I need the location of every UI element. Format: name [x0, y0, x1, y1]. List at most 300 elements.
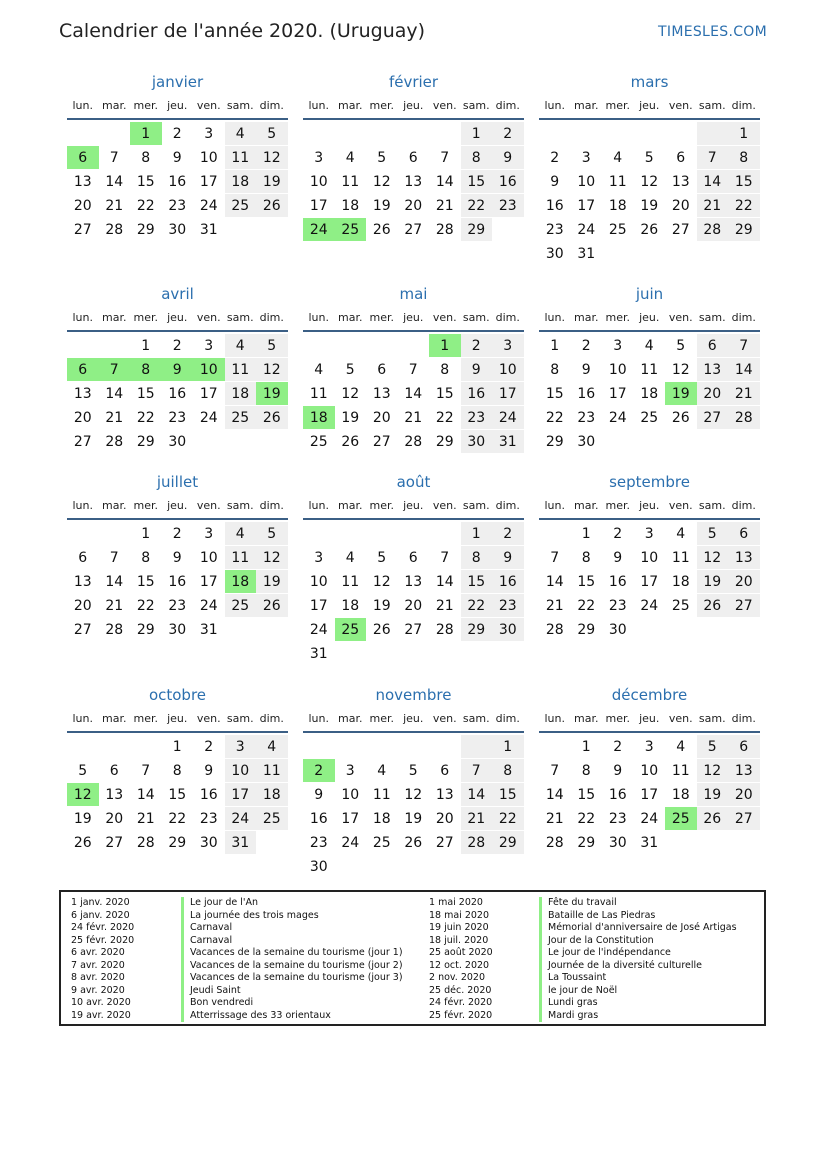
- day-cell: 24: [571, 218, 603, 242]
- weekday-label: ven.: [432, 499, 457, 512]
- empty-day-cell: [335, 855, 367, 879]
- month-calendar: [539, 72, 760, 266]
- day-cell: 29: [130, 618, 162, 642]
- day-cell: 25: [602, 218, 634, 242]
- day-cell: 7: [429, 546, 461, 570]
- weekday-label: lun.: [544, 99, 565, 112]
- day-cell: 13: [665, 170, 697, 194]
- day-cell: 29: [130, 430, 162, 454]
- day-cell: 29: [461, 618, 493, 642]
- day-cell: 1: [162, 735, 194, 759]
- day-cell: 18: [303, 406, 335, 430]
- day-cell: 3: [602, 334, 634, 358]
- day-cell: 24: [335, 831, 367, 855]
- day-cell: 23: [162, 194, 194, 218]
- weekday-label: lun.: [308, 499, 329, 512]
- weekday-header: [539, 308, 760, 332]
- day-cell: 17: [571, 194, 603, 218]
- day-cell: 26: [366, 218, 398, 242]
- day-cell: 16: [571, 382, 603, 406]
- weekday-header: [539, 709, 760, 733]
- day-cell: 3: [303, 546, 335, 570]
- day-cell: 25: [366, 831, 398, 855]
- day-cell: 19: [256, 170, 288, 194]
- weekday-label: ven.: [196, 311, 221, 324]
- weekday-label: lun.: [72, 499, 93, 512]
- day-cell: 25: [634, 406, 666, 430]
- day-cell: 15: [130, 382, 162, 406]
- weekday-label: lun.: [544, 499, 565, 512]
- day-cell: 24: [303, 618, 335, 642]
- weekday-label: dim.: [495, 311, 520, 324]
- day-cell: 2: [162, 334, 194, 358]
- day-cell: 24: [634, 807, 666, 831]
- weekday-header: [303, 308, 524, 332]
- day-cell: 1: [130, 522, 162, 546]
- day-cell: 11: [366, 783, 398, 807]
- day-cell: 8: [571, 546, 603, 570]
- day-cell: 30: [539, 242, 571, 266]
- day-cell: 10: [634, 759, 666, 783]
- empty-day-cell: [303, 334, 335, 358]
- empty-day-cell: [571, 122, 603, 146]
- month-name: avril: [161, 285, 194, 303]
- day-cell: 20: [665, 194, 697, 218]
- legend-holiday-name: Lundi gras: [539, 997, 598, 1010]
- days-grid: [539, 735, 760, 855]
- empty-day-cell: [665, 122, 697, 146]
- day-cell: 16: [303, 807, 335, 831]
- day-cell: 8: [728, 146, 760, 170]
- weekday-label: jeu.: [403, 311, 424, 324]
- day-cell: 20: [67, 406, 99, 430]
- days-grid: [539, 522, 760, 642]
- weekday-label: ven.: [432, 311, 457, 324]
- legend-date: 10 avr. 2020: [71, 997, 131, 1008]
- days-grid: [303, 735, 524, 879]
- month-name: septembre: [609, 473, 690, 491]
- day-cell: 24: [303, 218, 335, 242]
- weekday-label: lun.: [72, 712, 93, 725]
- day-cell: 30: [461, 430, 493, 454]
- weekday-header: [539, 496, 760, 520]
- day-cell: 21: [728, 382, 760, 406]
- empty-day-cell: [398, 642, 430, 666]
- empty-day-cell: [539, 122, 571, 146]
- day-cell: 16: [492, 170, 524, 194]
- weekday-label: lun.: [544, 712, 565, 725]
- empty-day-cell: [398, 855, 430, 879]
- day-cell: 5: [67, 759, 99, 783]
- weekday-label: jeu.: [403, 499, 424, 512]
- day-cell: 18: [335, 594, 367, 618]
- weekday-label: lun.: [308, 311, 329, 324]
- weekday-label: jeu.: [167, 499, 188, 512]
- day-cell: 10: [492, 358, 524, 382]
- day-cell: 14: [429, 170, 461, 194]
- day-cell: 23: [539, 218, 571, 242]
- day-cell: 18: [335, 194, 367, 218]
- day-cell: 12: [335, 382, 367, 406]
- day-cell: 31: [225, 831, 257, 855]
- day-cell: 29: [461, 218, 493, 242]
- day-cell: 19: [665, 382, 697, 406]
- day-cell: 11: [256, 759, 288, 783]
- day-cell: 14: [429, 570, 461, 594]
- weekday-label: mer.: [605, 499, 630, 512]
- empty-day-cell: [697, 831, 729, 855]
- day-cell: 24: [193, 194, 225, 218]
- day-cell: 1: [130, 334, 162, 358]
- day-cell: 26: [634, 218, 666, 242]
- day-cell: 23: [162, 594, 194, 618]
- day-cell: 22: [539, 406, 571, 430]
- holiday-legend: [59, 890, 766, 1026]
- day-cell: 16: [162, 570, 194, 594]
- day-cell: 4: [335, 146, 367, 170]
- day-cell: 9: [162, 358, 194, 382]
- day-cell: 14: [130, 783, 162, 807]
- month-calendar: [539, 472, 760, 642]
- day-cell: 4: [665, 522, 697, 546]
- day-cell: 16: [602, 783, 634, 807]
- day-cell: 24: [193, 406, 225, 430]
- day-cell: 10: [602, 358, 634, 382]
- empty-day-cell: [366, 735, 398, 759]
- month-name: octobre: [148, 686, 207, 704]
- day-cell: 4: [665, 735, 697, 759]
- day-cell: 22: [461, 594, 493, 618]
- month-calendar: [303, 284, 524, 454]
- day-cell: 9: [193, 759, 225, 783]
- month-name: août: [396, 473, 431, 491]
- day-cell: 26: [398, 831, 430, 855]
- day-cell: 15: [130, 570, 162, 594]
- day-cell: 4: [225, 334, 257, 358]
- day-cell: 24: [602, 406, 634, 430]
- empty-day-cell: [99, 334, 131, 358]
- legend-holiday-name: Vacances de la semaine du tourisme (jour 3): [181, 972, 403, 985]
- day-cell: 18: [634, 382, 666, 406]
- weekday-label: sam.: [462, 311, 490, 324]
- day-cell: 15: [429, 382, 461, 406]
- day-cell: 19: [366, 194, 398, 218]
- legend-date: 6 avr. 2020: [71, 947, 125, 958]
- weekday-header: [67, 709, 288, 733]
- empty-day-cell: [398, 522, 430, 546]
- legend-date: 19 juin 2020: [429, 922, 489, 933]
- day-cell: 12: [398, 783, 430, 807]
- day-cell: 11: [225, 546, 257, 570]
- day-cell: 11: [225, 146, 257, 170]
- day-cell: 3: [335, 759, 367, 783]
- weekday-label: mar.: [574, 99, 599, 112]
- day-cell: 29: [539, 430, 571, 454]
- day-cell: 28: [697, 218, 729, 242]
- weekday-label: mar.: [102, 499, 127, 512]
- weekday-label: jeu.: [639, 499, 660, 512]
- days-grid: [539, 334, 760, 454]
- weekday-header: [303, 496, 524, 520]
- day-cell: 23: [461, 406, 493, 430]
- legend-holiday-name: Vacances de la semaine du tourisme (jour 2): [181, 960, 403, 973]
- day-cell: 18: [225, 570, 257, 594]
- day-cell: 23: [162, 406, 194, 430]
- month-calendar: [67, 284, 288, 454]
- weekday-label: jeu.: [639, 311, 660, 324]
- day-cell: 17: [335, 807, 367, 831]
- empty-day-cell: [429, 855, 461, 879]
- empty-day-cell: [335, 522, 367, 546]
- day-cell: 31: [193, 618, 225, 642]
- day-cell: 14: [728, 358, 760, 382]
- day-cell: 6: [99, 759, 131, 783]
- empty-day-cell: [665, 430, 697, 454]
- empty-day-cell: [256, 618, 288, 642]
- weekday-label: sam.: [226, 712, 254, 725]
- day-cell: 28: [398, 430, 430, 454]
- month-name: décembre: [611, 686, 688, 704]
- empty-day-cell: [429, 735, 461, 759]
- weekday-label: jeu.: [403, 712, 424, 725]
- weekday-label: lun.: [544, 311, 565, 324]
- legend-holiday-name: Bataille de Las Piedras: [539, 910, 655, 923]
- day-cell: 10: [193, 146, 225, 170]
- legend-holiday-name: Vacances de la semaine du tourisme (jour 1): [181, 947, 403, 960]
- empty-day-cell: [634, 430, 666, 454]
- days-grid: [67, 334, 288, 454]
- day-cell: 4: [634, 334, 666, 358]
- empty-day-cell: [366, 642, 398, 666]
- day-cell: 3: [492, 334, 524, 358]
- weekday-label: mer.: [133, 499, 158, 512]
- day-cell: 20: [99, 807, 131, 831]
- day-cell: 28: [99, 430, 131, 454]
- day-cell: 29: [162, 831, 194, 855]
- day-cell: 26: [697, 594, 729, 618]
- empty-day-cell: [728, 831, 760, 855]
- day-cell: 2: [162, 122, 194, 146]
- day-cell: 15: [461, 570, 493, 594]
- weekday-label: jeu.: [167, 311, 188, 324]
- day-cell: 7: [728, 334, 760, 358]
- day-cell: 11: [335, 570, 367, 594]
- weekday-label: ven.: [196, 99, 221, 112]
- day-cell: 30: [602, 618, 634, 642]
- weekday-label: mar.: [102, 99, 127, 112]
- day-cell: 7: [130, 759, 162, 783]
- weekday-label: sam.: [462, 712, 490, 725]
- day-cell: 24: [193, 594, 225, 618]
- day-cell: 6: [366, 358, 398, 382]
- day-cell: 21: [461, 807, 493, 831]
- day-cell: 31: [303, 642, 335, 666]
- day-cell: 8: [461, 146, 493, 170]
- day-cell: 2: [492, 522, 524, 546]
- day-cell: 27: [697, 406, 729, 430]
- empty-day-cell: [697, 122, 729, 146]
- empty-day-cell: [728, 430, 760, 454]
- weekday-label: dim.: [495, 99, 520, 112]
- day-cell: 17: [492, 382, 524, 406]
- day-cell: 4: [366, 759, 398, 783]
- legend-date: 8 avr. 2020: [71, 972, 125, 983]
- weekday-label: dim.: [259, 499, 284, 512]
- day-cell: 29: [728, 218, 760, 242]
- day-cell: 19: [335, 406, 367, 430]
- weekday-label: mer.: [605, 311, 630, 324]
- day-cell: 23: [571, 406, 603, 430]
- day-cell: 26: [335, 430, 367, 454]
- day-cell: 19: [366, 594, 398, 618]
- day-cell: 13: [429, 783, 461, 807]
- empty-day-cell: [539, 522, 571, 546]
- day-cell: 20: [366, 406, 398, 430]
- legend-date: 25 déc. 2020: [429, 984, 492, 996]
- empty-day-cell: [492, 218, 524, 242]
- day-cell: 30: [303, 855, 335, 879]
- day-cell: 6: [398, 546, 430, 570]
- day-cell: 14: [99, 382, 131, 406]
- month-calendar: [67, 472, 288, 642]
- day-cell: 20: [728, 570, 760, 594]
- legend-date: 9 avr. 2020: [71, 984, 125, 996]
- day-cell: 28: [99, 618, 131, 642]
- empty-day-cell: [256, 831, 288, 855]
- weekday-header: [67, 308, 288, 332]
- day-cell: 3: [571, 146, 603, 170]
- day-cell: 10: [193, 546, 225, 570]
- day-cell: 2: [303, 759, 335, 783]
- day-cell: 8: [539, 358, 571, 382]
- day-cell: 25: [335, 618, 367, 642]
- weekday-label: lun.: [72, 311, 93, 324]
- empty-day-cell: [461, 855, 493, 879]
- day-cell: 7: [539, 546, 571, 570]
- day-cell: 8: [461, 546, 493, 570]
- month-name: mars: [630, 73, 669, 91]
- legend-holiday-name: Carnaval: [181, 922, 232, 935]
- day-cell: 12: [665, 358, 697, 382]
- legend-holiday-name: Mémorial d'anniversaire de José Artigas: [539, 922, 737, 935]
- legend-date: 25 août 2020: [429, 947, 493, 958]
- legend-holiday-name: Carnaval: [181, 935, 232, 948]
- day-cell: 21: [130, 807, 162, 831]
- day-cell: 30: [602, 831, 634, 855]
- weekday-label: jeu.: [167, 99, 188, 112]
- day-cell: 19: [634, 194, 666, 218]
- day-cell: 11: [634, 358, 666, 382]
- day-cell: 14: [461, 783, 493, 807]
- day-cell: 10: [303, 570, 335, 594]
- day-cell: 11: [335, 170, 367, 194]
- brand-link[interactable]: TIMESLES.COM: [658, 24, 767, 40]
- day-cell: 15: [571, 783, 603, 807]
- day-cell: 5: [665, 334, 697, 358]
- day-cell: 21: [99, 194, 131, 218]
- day-cell: 12: [67, 783, 99, 807]
- day-cell: 8: [130, 358, 162, 382]
- day-cell: 10: [634, 546, 666, 570]
- day-cell: 1: [571, 735, 603, 759]
- day-cell: 22: [571, 594, 603, 618]
- day-cell: 28: [130, 831, 162, 855]
- empty-day-cell: [366, 122, 398, 146]
- day-cell: 25: [303, 430, 335, 454]
- day-cell: 28: [539, 831, 571, 855]
- empty-day-cell: [99, 735, 131, 759]
- empty-day-cell: [303, 122, 335, 146]
- empty-day-cell: [99, 122, 131, 146]
- day-cell: 13: [728, 546, 760, 570]
- day-cell: 11: [303, 382, 335, 406]
- empty-day-cell: [634, 242, 666, 266]
- weekday-label: mer.: [133, 311, 158, 324]
- day-cell: 20: [398, 594, 430, 618]
- day-cell: 27: [398, 618, 430, 642]
- month-name: novembre: [375, 686, 452, 704]
- legend-holiday-name: Jour de la Constitution: [539, 935, 654, 948]
- legend-date: 24 févr. 2020: [71, 922, 135, 933]
- day-cell: 12: [697, 759, 729, 783]
- day-cell: 11: [665, 546, 697, 570]
- empty-day-cell: [366, 522, 398, 546]
- day-cell: 27: [366, 430, 398, 454]
- legend-date: 7 avr. 2020: [71, 959, 125, 971]
- legend-date: 2 nov. 2020: [429, 972, 485, 983]
- legend-holiday-name: Bon vendredi: [181, 997, 253, 1010]
- month-calendar: [539, 284, 760, 454]
- day-cell: 1: [571, 522, 603, 546]
- day-cell: 14: [697, 170, 729, 194]
- weekday-label: mer.: [605, 99, 630, 112]
- day-cell: 16: [162, 382, 194, 406]
- day-cell: 2: [461, 334, 493, 358]
- weekday-label: dim.: [495, 499, 520, 512]
- day-cell: 2: [539, 146, 571, 170]
- day-cell: 25: [335, 218, 367, 242]
- month-calendar: [67, 685, 288, 855]
- weekday-label: mar.: [574, 311, 599, 324]
- day-cell: 6: [67, 546, 99, 570]
- day-cell: 1: [539, 334, 571, 358]
- day-cell: 28: [99, 218, 131, 242]
- month-calendar: [67, 72, 288, 242]
- day-cell: 21: [539, 807, 571, 831]
- day-cell: 30: [492, 618, 524, 642]
- day-cell: 13: [366, 382, 398, 406]
- day-cell: 1: [492, 735, 524, 759]
- day-cell: 28: [461, 831, 493, 855]
- day-cell: 19: [697, 570, 729, 594]
- empty-day-cell: [67, 735, 99, 759]
- day-cell: 27: [728, 594, 760, 618]
- day-cell: 9: [492, 146, 524, 170]
- day-cell: 18: [665, 783, 697, 807]
- day-cell: 22: [728, 194, 760, 218]
- day-cell: 7: [461, 759, 493, 783]
- day-cell: 7: [398, 358, 430, 382]
- day-cell: 20: [67, 194, 99, 218]
- day-cell: 29: [492, 831, 524, 855]
- day-cell: 12: [634, 170, 666, 194]
- weekday-header: [539, 96, 760, 120]
- day-cell: 4: [225, 522, 257, 546]
- day-cell: 19: [398, 807, 430, 831]
- day-cell: 17: [303, 594, 335, 618]
- empty-day-cell: [665, 618, 697, 642]
- day-cell: 12: [256, 546, 288, 570]
